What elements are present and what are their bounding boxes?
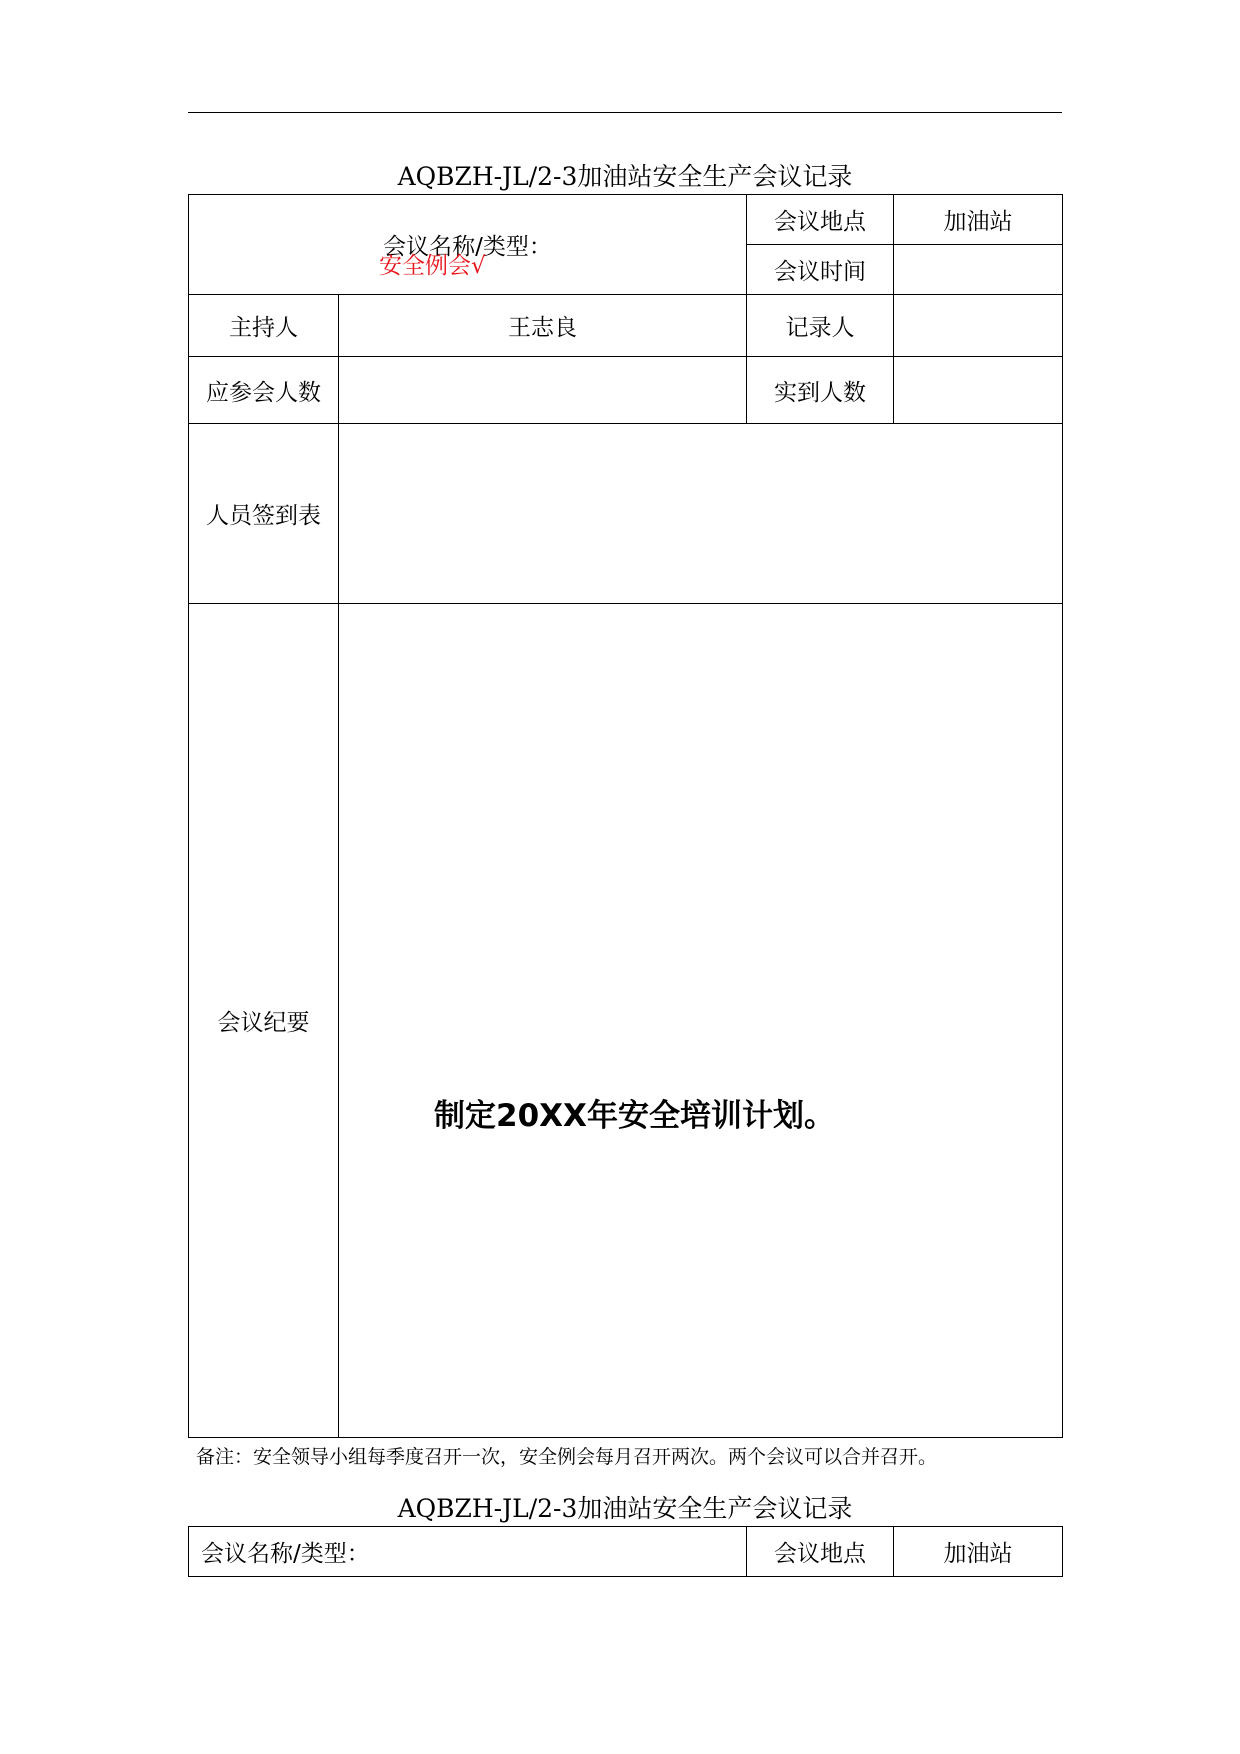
location-label-2: 会议地点 (747, 1527, 894, 1577)
form-title-2: AQBZH-JL/2-3加油站安全生产会议记录 (397, 1494, 853, 1523)
actual-attendees-label: 实到人数 (747, 357, 894, 424)
host-value[interactable]: 王志良 (339, 295, 747, 357)
meeting-type-value: 安全例会√ (379, 253, 486, 279)
form-title: AQBZH-JL/2-3加油站安全生产会议记录 (397, 162, 853, 191)
recorder-label: 记录人 (747, 295, 894, 357)
signin-sheet-area[interactable] (339, 424, 1063, 604)
recorder-value[interactable] (894, 295, 1063, 357)
time-label: 会议时间 (747, 245, 894, 295)
expected-attendees-value[interactable] (339, 357, 747, 424)
footnote: 备注：安全领导小组每季度召开一次，安全例会每月召开两次。两个会议可以合并召开。 (196, 1446, 938, 1468)
meeting-record-form-2 (188, 1526, 1063, 1577)
meeting-name-cell-2[interactable] (189, 1527, 747, 1577)
meeting-record-form (188, 194, 1063, 1438)
header-rule (188, 112, 1062, 113)
location-label: 会议地点 (747, 195, 894, 245)
minutes-text: 制定20XX年安全培训计划。 (434, 1098, 835, 1134)
minutes-label: 会议纪要 (189, 604, 339, 1438)
meeting-name-cell[interactable] (189, 195, 747, 295)
meeting-name-label-2: 会议名称/类型： (201, 1541, 370, 1567)
expected-attendees-label: 应参会人数 (189, 357, 339, 424)
location-value-2[interactable]: 加油站 (894, 1527, 1063, 1577)
actual-attendees-value[interactable] (894, 357, 1063, 424)
host-label: 主持人 (189, 295, 339, 357)
location-value[interactable]: 加油站 (894, 195, 1063, 245)
minutes-area[interactable] (339, 604, 1063, 1438)
meeting-name-label: 会议名称/类型： (383, 234, 552, 260)
time-value[interactable] (894, 245, 1063, 295)
signin-sheet-label: 人员签到表 (189, 424, 339, 604)
